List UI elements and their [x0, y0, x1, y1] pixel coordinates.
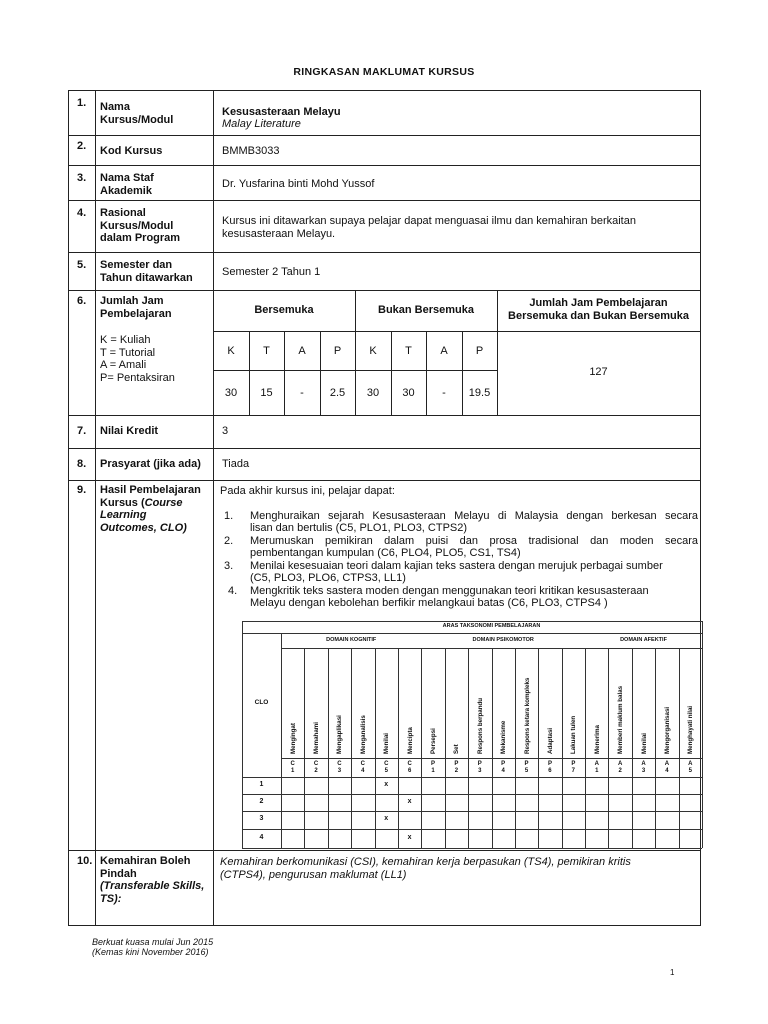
academic-staff-value: Dr. Yusfarina binti Mohd Yussof: [222, 178, 375, 190]
row-number: 5.: [77, 259, 87, 271]
learning-hours-label: Jumlah Jam Pembelajaran: [100, 295, 172, 320]
taxonomy-code: C 5: [384, 761, 389, 774]
transferable-skills-label: Kemahiran Boleh Pindah (Transferable Skills, TS):: [100, 855, 205, 905]
taxonomy-code: P 7: [571, 761, 576, 774]
clo-mapping-mark: x: [384, 815, 389, 822]
clo-mapping-mark: x: [407, 797, 412, 805]
row-number: 4.: [77, 207, 87, 219]
taxonomy-column-header: Set: [453, 744, 461, 754]
taxonomy-column-header: Respons ketara kompleks: [523, 677, 531, 754]
clo-row-number: 1: [259, 780, 264, 788]
prerequisite-value: Tiada: [222, 458, 250, 470]
taxonomy-column-header: Mekanisme: [500, 720, 508, 754]
total-hours-value: 127: [589, 366, 608, 378]
clo-row-number: 2: [259, 797, 264, 805]
academic-staff-label: Nama Staf Akademik: [100, 172, 154, 197]
taxonomy-column-header: Menghayati nilai: [687, 705, 695, 754]
row-number: 3.: [77, 172, 87, 184]
clo-column-header: CLO: [254, 699, 269, 706]
row-number: 2.: [77, 140, 87, 152]
semester-value: Semester 2 Tahun 1: [222, 266, 321, 278]
taxonomy-code: C 1: [290, 761, 295, 774]
footer-note: Berkuat kuasa mulai Jun 2015 (Kemas kini November 2016): [92, 937, 214, 957]
taxonomy-column-header: Persepsi: [430, 728, 438, 754]
learning-hours-legend: K = Kuliah T = Tutorial A = Amali P= Pentaksiran: [100, 334, 175, 384]
domain-header: DOMAIN AFEKTIF: [620, 637, 667, 643]
taxonomy-column-header: Memahami: [313, 722, 321, 754]
taxonomy-code: A 5: [688, 761, 693, 774]
taxonomy-code: A 3: [641, 761, 646, 774]
semester-label: Semester dan Tahun ditawarkan: [100, 259, 193, 284]
taxonomy-code: P 2: [454, 761, 459, 774]
taxonomy-code: C 4: [360, 761, 366, 774]
row-number: 6.: [77, 295, 87, 307]
row-number: 9.: [77, 484, 87, 496]
row-number: 10.: [77, 855, 93, 867]
taxonomy-column-header: Mencipta: [406, 727, 414, 754]
clo-row-number: 3: [259, 815, 264, 822]
row-number: 7.: [77, 425, 87, 437]
course-name-value: Kesusasteraan Melayu: [222, 106, 341, 118]
prerequisite-label: Prasyarat (jika ada): [100, 458, 201, 470]
clo-intro: Pada akhir kursus ini, pelajar dapat:: [220, 485, 395, 497]
taxonomy-code: P 6: [547, 761, 552, 774]
clo-mapping-mark: x: [384, 780, 389, 788]
transferable-skills-value: Kemahiran berkomunikasi (CSI), kemahiran kerja berpasukan (TS4), pemikiran kritis (CTPS4), pengurusan maklumat (LL1): [220, 856, 631, 881]
taxonomy-column-header: Menerima: [593, 725, 601, 754]
taxonomy-column-header: Adaptasi: [546, 727, 554, 754]
taxonomy-column-header: Mengingat: [289, 723, 297, 754]
taxonomy-column-header: Menganalisis: [359, 715, 367, 754]
taxonomy-column-header: Memberi maklum balas: [617, 685, 625, 754]
clo-label: Hasil Pembelajaran Kursus (Course Learning Outcomes, CLO): [100, 484, 201, 534]
row-number: 8.: [77, 458, 87, 470]
domain-header: DOMAIN KOGNITIF: [326, 637, 377, 643]
course-code-value: BMMB3033: [222, 145, 280, 157]
taxonomy-column-header: Lakuan tulen: [570, 715, 578, 754]
clo-row-number: 4: [259, 833, 264, 841]
taxonomy-code: P 4: [501, 761, 506, 774]
taxonomy-code: A 4: [664, 761, 670, 774]
taxonomy-column-header: Menilai: [383, 733, 391, 754]
page-number: 1: [670, 968, 675, 977]
non-face-to-face-header: Bukan Bersemuka: [378, 304, 474, 316]
course-name-label: Nama Kursus/Modul: [100, 101, 174, 126]
taxonomy-code: A 1: [594, 761, 599, 774]
face-to-face-header: Bersemuka: [254, 304, 314, 316]
taxonomy-title: ARAS TAKSONOMI PEMBELAJARAN: [442, 623, 541, 629]
rationale-value: Kursus ini ditawarkan supaya pelajar dapat menguasai ilmu dan kemahiran berkaitan kesusasteraan Melayu.: [222, 215, 636, 240]
total-hours-header: Jumlah Jam Pembelajaran Bersemuka dan Bukan Bersemuka: [508, 297, 689, 322]
taxonomy-code: C 3: [337, 761, 342, 774]
taxonomy-column-header: Mengaplikasi: [336, 715, 344, 754]
taxonomy-column-header: Menilai: [640, 733, 648, 754]
taxonomy-code: P 5: [524, 761, 529, 774]
taxonomy-code: A 2: [617, 761, 623, 774]
taxonomy-column-header: Respons berpandu: [476, 697, 484, 754]
course-code-label: Kod Kursus: [100, 145, 163, 157]
credit-value: 3: [222, 425, 229, 437]
taxonomy-code: P 1: [431, 761, 436, 774]
course-name-english: Malay Literature: [222, 118, 301, 130]
taxonomy-code: P 3: [477, 761, 482, 774]
taxonomy-column-header: Mengorganisasi: [663, 706, 671, 754]
row-number: 1.: [77, 97, 87, 109]
clo-mapping-mark: x: [407, 833, 412, 841]
page-title: RINGKASAN MAKLUMAT KURSUS: [293, 66, 475, 78]
taxonomy-code: C 6: [407, 761, 412, 774]
credit-label: Nilai Kredit: [100, 425, 159, 437]
domain-header: DOMAIN PSIKOMOTOR: [472, 637, 534, 643]
rationale-label: Rasional Kursus/Modul dalam Program: [100, 207, 181, 244]
taxonomy-code: C 2: [313, 761, 319, 774]
